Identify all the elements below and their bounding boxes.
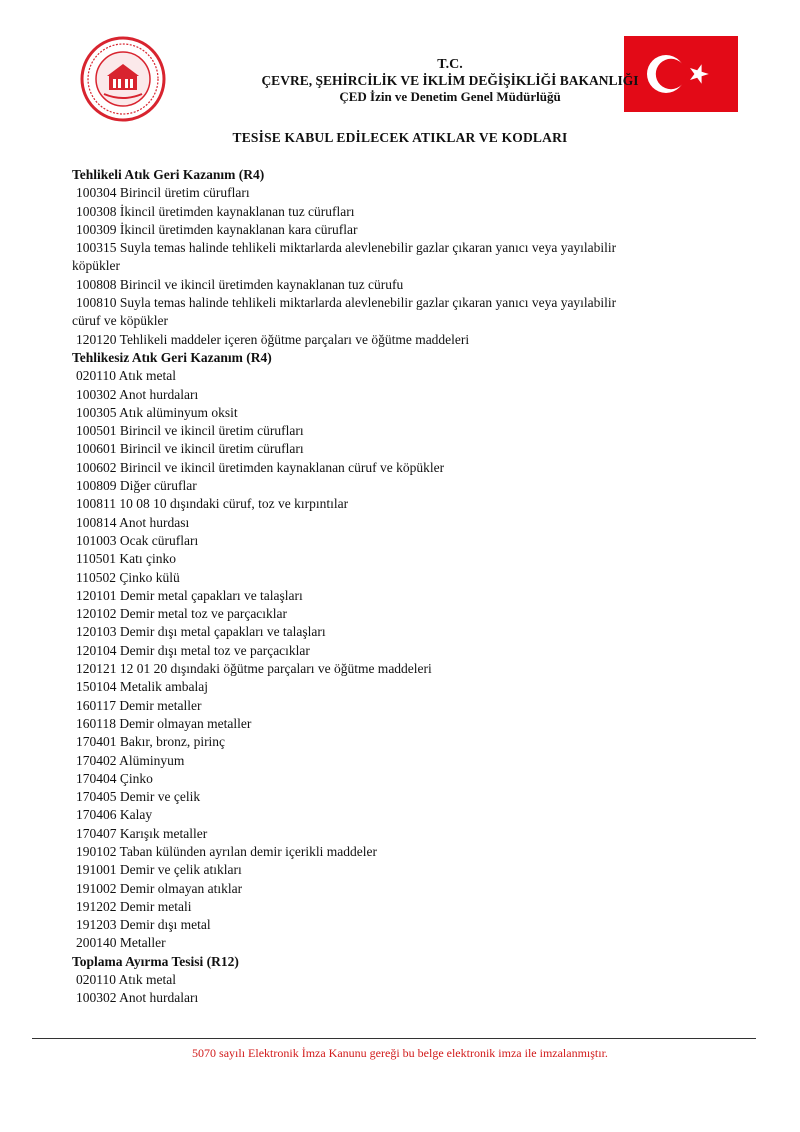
waste-description: Demir metaller [119,697,202,713]
waste-description: Katı çinko [119,551,176,567]
waste-code-row [72,477,732,495]
waste-code-row [72,422,732,440]
waste-code-row [72,221,732,239]
waste-code-row [72,184,732,202]
waste-code: 100601 [76,441,117,457]
waste-code: 120104 [76,642,117,658]
waste-code: 100308 [76,203,117,219]
waste-code-row [72,733,732,751]
waste-description: Demir metal çapakları ve talaşları [119,587,303,603]
waste-code-row [72,825,732,843]
waste-code: 110502 [76,569,116,585]
waste-description: Kalay [119,807,153,823]
waste-code: 120103 [76,624,117,640]
header-directorate: ÇED İzin ve Denetim Genel Müdürlüğü [339,89,561,104]
waste-description: Atık metal [118,368,177,384]
waste-code-row [72,367,732,385]
waste-code-row [72,989,732,1007]
waste-code-row [72,386,732,404]
waste-code-row [72,770,732,788]
waste-code: 100302 [76,386,117,402]
waste-description: Taban külünden ayrılan demir içerikli maddeler [119,843,377,859]
waste-code-row [72,788,732,806]
waste-code-row [72,331,732,349]
waste-code-list [72,166,732,1008]
waste-code-row [72,440,732,458]
waste-description: Demir ve çelik atıkları [119,862,242,878]
waste-code-row [72,550,732,568]
waste-code: 100315 [76,240,117,256]
waste-description: Birincil ve ikincil üretim cürufları [119,441,304,457]
waste-description: Atık metal [118,972,177,988]
waste-code: 160118 [76,715,116,731]
waste-code: 191002 [76,880,117,896]
waste-code-row [72,898,732,916]
waste-code: 190102 [76,843,117,859]
section-title: Tehlikesiz Atık Geri Kazanım (R4) [72,349,272,365]
waste-code: 100309 [76,221,117,237]
header-ministry: ÇEVRE, ŞEHİRCİLİK VE İKLİM DEĞİŞİKLİĞİ BAKANLIĞI [261,73,639,88]
waste-description: Birincil ve ikincil üretimden kaynaklanan cüruf ve köpükler [119,459,445,475]
waste-description: Demir dışı metal toz ve parçacıklar [119,642,310,658]
footer-divider [32,1038,756,1039]
waste-code-row [72,514,732,532]
waste-code-row [72,916,732,934]
waste-code: 170404 [76,770,117,786]
waste-description: Ocak cürufları [119,532,199,548]
waste-code: 200140 [76,935,117,951]
waste-code: 170401 [76,734,117,750]
waste-code-row [72,239,732,276]
waste-code-row [72,404,732,422]
waste-description: Tehlikeli maddeler içeren öğütme parçaları ve öğütme maddeleri [119,331,470,347]
waste-code: 170406 [76,807,117,823]
waste-description: Alüminyum [119,752,185,768]
waste-description: Anot hurdası [119,514,190,530]
e-signature-notice: 5070 sayılı Elektronik İmza Kanunu gereği bu belge elektronik imza ile imzalanmıştır. [192,1046,608,1060]
waste-code: 100501 [76,423,117,439]
waste-code: 101003 [76,532,117,548]
waste-code: 100810 [76,295,117,311]
waste-description: Birincil ve ikincil üretimden kaynaklanan tuz cürufu [119,276,404,292]
waste-code: 120102 [76,606,117,622]
waste-description: Karışık metaller [119,825,208,841]
waste-description: Çinko külü [119,569,180,585]
document-title: TESİSE KABUL EDİLECEK ATIKLAR VE KODLARI [232,130,568,145]
waste-code: 100302 [76,990,117,1006]
waste-code: 100814 [76,514,117,530]
waste-description: Demir dışı metal [119,917,211,933]
waste-description: Diğer cüruflar [119,478,197,494]
waste-code-row [72,294,732,331]
waste-code-row [72,880,732,898]
waste-code-row [72,605,732,623]
waste-description: 12 01 20 dışındaki öğütme parçaları ve öğütme maddeleri [119,661,432,677]
waste-code-row [72,715,732,733]
waste-description-continued: cüruf ve köpükler [72,313,168,329]
waste-code: 150104 [76,679,117,695]
waste-description: Suyla temas halinde tehlikeli miktarlarda alevlenebilir gazlar çıkaran yanıcı veya yayılabilir [119,240,617,256]
waste-description: Demir olmayan atıklar [119,880,243,896]
waste-code: 160117 [76,697,116,713]
waste-code-row [72,697,732,715]
waste-code-row [72,660,732,678]
waste-code: 191001 [76,862,117,878]
waste-code: 170402 [76,752,117,768]
waste-description: Birincil ve ikincil üretim cürufları [119,423,304,439]
waste-code-row [72,203,732,221]
waste-code: 110501 [76,551,116,567]
waste-code: 100602 [76,459,117,475]
waste-code: 120120 [76,331,117,347]
waste-code-row [72,276,732,294]
waste-description: İkincil üretimden kaynaklanan tuz cürufları [119,203,355,219]
waste-code-row [72,587,732,605]
waste-code: 100811 [76,496,116,512]
waste-description: Demir metal toz ve parçacıklar [119,606,288,622]
header-tc: T.C. [437,57,463,72]
waste-code-row [72,459,732,477]
waste-code-row [72,971,732,989]
waste-code: 191202 [76,898,117,914]
waste-code-row [72,843,732,861]
waste-code: 120101 [76,587,117,603]
waste-description: Suyla temas halinde tehlikeli miktarlarda alevlenebilir gazlar çıkaran yanıcı veya yayılabilir [119,295,617,311]
waste-description: Metalik ambalaj [119,679,208,695]
waste-code-row [72,861,732,879]
waste-code: 191203 [76,917,117,933]
waste-description: Anot hurdaları [119,990,199,1006]
waste-description: Birincil üretim cürufları [119,185,250,201]
waste-description: Metaller [119,935,166,951]
waste-code: 170405 [76,789,117,805]
waste-description: Çinko [119,770,153,786]
waste-code-row [72,752,732,770]
waste-description: Demir olmayan metaller [119,715,252,731]
section-title: Tehlikeli Atık Geri Kazanım (R4) [72,167,265,182]
waste-code: 100808 [76,276,117,292]
waste-description: Atık alüminyum oksit [119,404,238,420]
waste-code: 120121 [76,661,117,677]
waste-code: 100305 [76,404,117,420]
waste-description: Anot hurdaları [119,386,199,402]
waste-description: İkincil üretimden kaynaklanan kara cüruflar [119,221,358,237]
waste-code-row [72,678,732,696]
waste-description-continued: köpükler [72,258,120,274]
waste-code-row [72,623,732,641]
waste-description: 10 08 10 dışındaki cüruf, toz ve kırpıntılar [119,496,349,512]
waste-code: 100809 [76,478,117,494]
section-title: Toplama Ayırma Tesisi (R12) [72,953,239,969]
waste-code-row [72,934,732,952]
document-header [140,57,760,105]
waste-code-row [72,495,732,513]
waste-description: Demir metali [119,898,192,914]
waste-code-row [72,806,732,824]
waste-code-row [72,532,732,550]
waste-description: Bakır, bronz, pirinç [119,734,226,750]
waste-description: Demir ve çelik [119,789,201,805]
waste-code-row [72,642,732,660]
waste-description: Demir dışı metal çapakları ve talaşları [119,624,326,640]
waste-code: 020110 [76,368,116,384]
waste-code: 020110 [76,972,116,988]
waste-code: 100304 [76,185,117,201]
waste-code: 170407 [76,825,117,841]
waste-code-row [72,569,732,587]
